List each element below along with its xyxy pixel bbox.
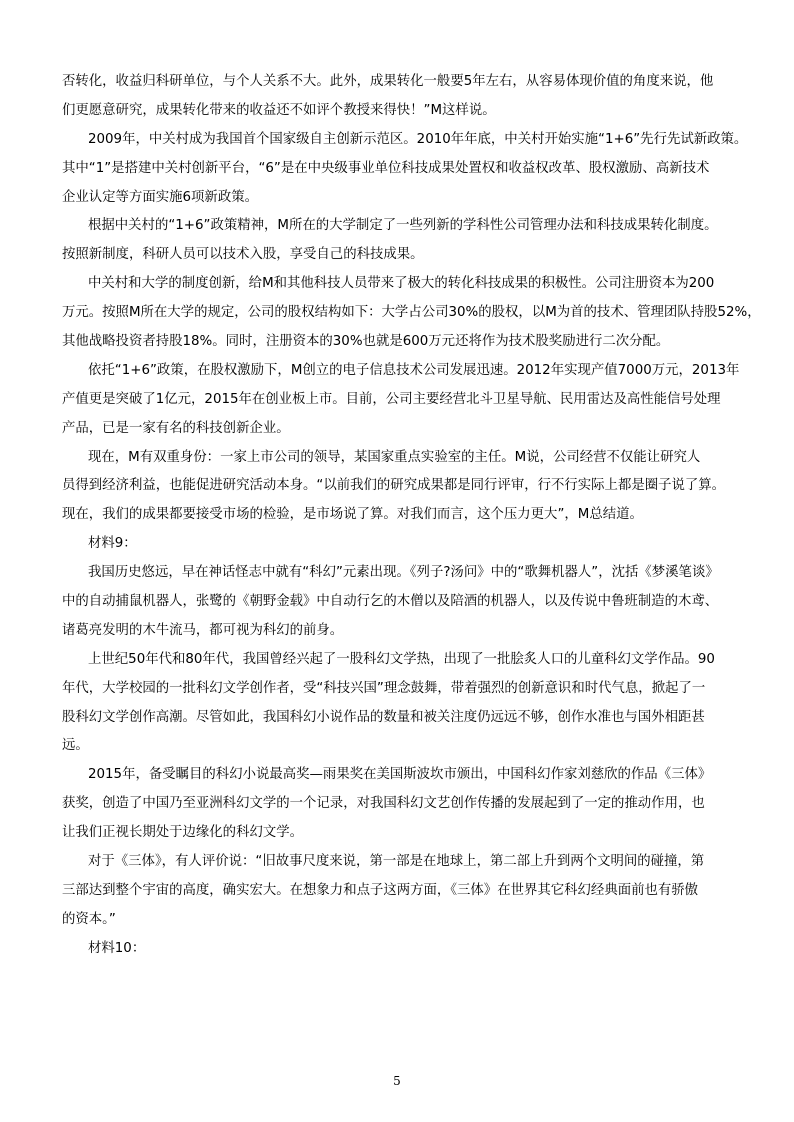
text-line: 其中“1”是搭建中关村创新平台，“6”是在中央级事业单位科技成果处置权和收益权改革、股权激励、高新技术 <box>62 160 710 176</box>
text-line: 诸葛亮发明的木牛流马，都可视为科幻的前身。 <box>62 622 344 638</box>
text-line: 企业认定等方面实施6项新政策。 <box>62 189 258 205</box>
text-line: 2015年，备受瞩目的科幻小说最高奖—雨果奖在美国斯波坎市颁出，中国科幻作家刘慈欣的作品《三体》 <box>88 767 712 783</box>
text-line: 对于《三体》，有人评价说：“旧故事尺度来说，第一部是在地球上，第二部上升到两个文明间的碰撞，第 <box>88 854 705 870</box>
text-line: 年代，大学校园的一批科幻文学创作者，受“科技兴国”理念鼓舞，带着强烈的创新意识和时代气息，掀起了一 <box>62 680 706 696</box>
text-line: 们更愿意研究，成果转化带来的收益还不如评个教授来得快！”M这样说。 <box>62 102 496 118</box>
text-line: 产品，已是一家有名的科技创新企业。 <box>62 420 290 436</box>
text-line: 2009年，中关村成为我国首个国家级自主创新示范区。2010年年底，中关村开始实施“1+6”先行先试新政策。 <box>88 131 748 147</box>
text-line: 其他战略投资者持股18%。同时，注册资本的30%也就是600万元还将作为技术股奖励进行二次分配。 <box>62 334 670 350</box>
text-line: 的资本。” <box>62 911 116 927</box>
text-line: 按照新制度，科研人员可以技术入股，享受自己的科技成果。 <box>62 247 424 263</box>
text-line: 让我们正视长期处于边缘化的科幻文学。 <box>62 825 304 841</box>
text-line: 股科幻文学创作高潮。尽管如此，我国科幻小说作品的数量和被关注度仍远远不够，创作水准也与国外相距甚 <box>62 709 705 725</box>
text-line: 现在，M有双重身份：一家上市公司的领导，某国家重点实验室的主任。M说，公司经营不仅能让研究人 <box>88 449 701 465</box>
text-line: 依托“1+6”政策，在股权激励下，M创立的电子信息技术公司发展迅速。2012年实现产值7000万元，2013年 <box>88 362 740 378</box>
text-line: 现在，我们的成果都要接受市场的检验，是市场说了算。对我们而言，这个压力更大”，M总结道。 <box>62 507 643 523</box>
text-line: 上世纪50年代和80年代，我国曾经兴起了一股科幻文学热，出现了一批脍炙人口的儿童科幻文学作品。90 <box>88 651 715 667</box>
text-line: 中的自动捕鼠机器人，张鹭的《朝野金载》中自动行乞的木僧以及陪酒的机器人，以及传说中鲁班制造的木鸢、 <box>62 594 719 610</box>
text-line: 中关村和大学的制度创新，给M和其他科技人员带来了极大的转化科技成果的积极性。公司注册资本为200 <box>88 276 715 292</box>
text-line: 否转化，收益归科研单位，与个人关系不大。此外，成果转化一般要5年左右，从容易体现价值的角度来说，他 <box>62 74 714 89</box>
page-number: 5 <box>393 1074 401 1088</box>
text-line: 获奖，创造了中国乃至亚洲科幻文学的一个记录，对我国科幻文艺创作传播的发展起到了一定的推动作用，也 <box>62 796 705 812</box>
text-line: 远。 <box>62 738 89 754</box>
text-line: 三部达到整个宇宙的高度，确实宏大。在想象力和点子这两方面，《三体》在世界其它科幻经典面前也有骄傲 <box>62 882 699 898</box>
text-line: 万元。按照M所在大学的规定，公司的股权结构如下：大学占公司30%的股权，以M为首的技术、管理团队持股52%， <box>62 305 761 321</box>
text-line: 产值更是突破了1亿元，2015年在创业板上市。目前，公司主要经营北斗卫星导航、民用雷达及高性能信号处理 <box>62 391 721 407</box>
text-line: 我国历史悠远，早在神话怪志中就有“科幻”元素出现。《列子?汤问》中的“歌舞机器人”，沈括《梦溪笔谈》 <box>88 565 719 581</box>
text-line: 员得到经济利益，也能促进研究活动本身。“以前我们的研究成果都是同行评审，行不行实际上都是圈子说了算。 <box>62 478 726 494</box>
text-line: 根据中关村的“1+6”政策精神，M所在的大学制定了一些列新的学科性公司管理办法和科技成果转化制度。 <box>88 218 718 234</box>
document-body <box>62 68 762 964</box>
text-line: 材料9： <box>88 536 137 552</box>
text-line: 材料10： <box>88 940 146 956</box>
